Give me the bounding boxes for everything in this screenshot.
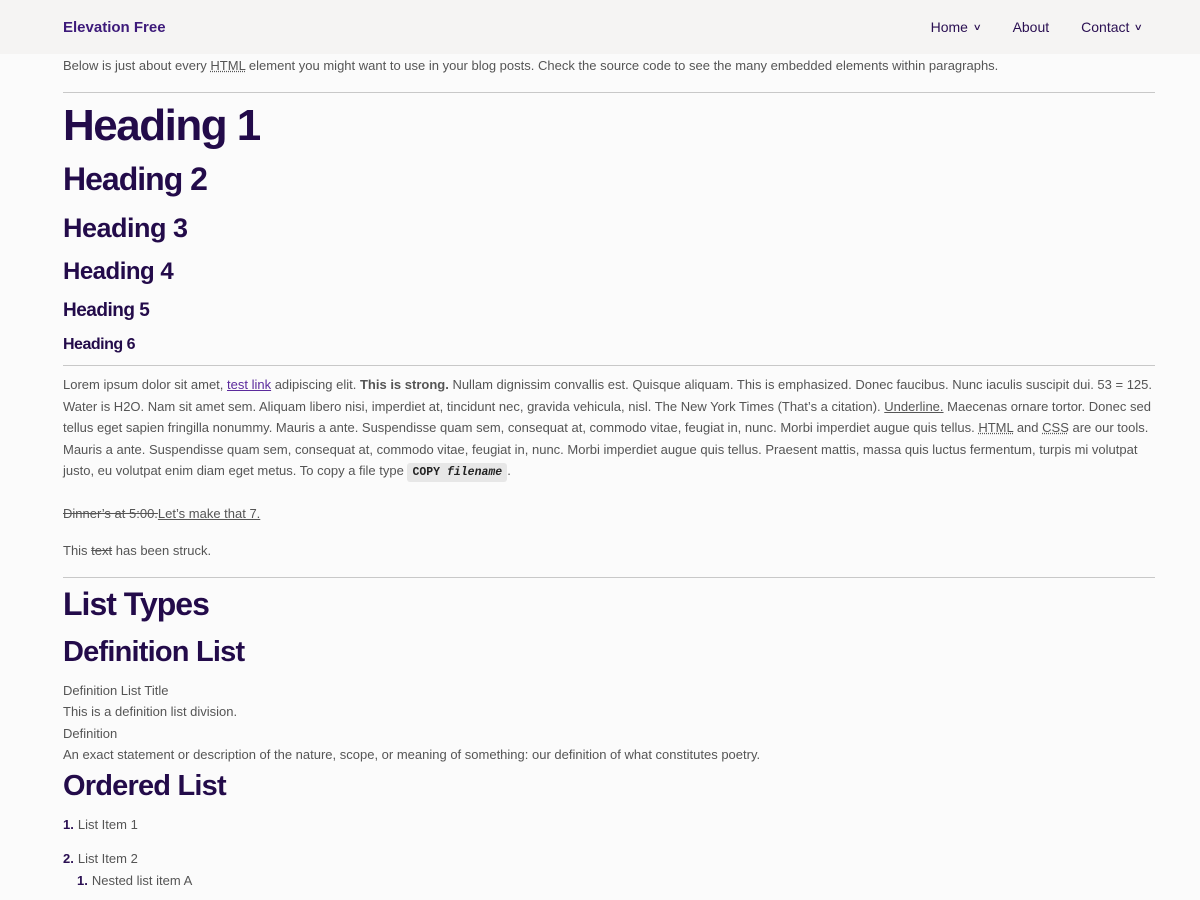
strong-text: This is strong. xyxy=(359,377,449,392)
nav-home[interactable] xyxy=(931,19,981,35)
struck-text-end: has been struck. xyxy=(112,542,212,558)
post-content xyxy=(0,58,1200,892)
chevron-down-icon: ∨ xyxy=(972,21,982,32)
heading-3: Heading 3 xyxy=(63,213,188,243)
nested-list-item xyxy=(77,870,1155,892)
nav-contact[interactable] xyxy=(1081,19,1142,35)
main-nav xyxy=(899,19,1142,35)
definition-term: Definition List Title xyxy=(63,682,169,698)
abbr-css: CSS xyxy=(1042,420,1069,435)
divider xyxy=(63,577,1155,578)
definition-description: An exact statement or description of the nature, scope, or meaning of something: our definition of what constitutes poetry. xyxy=(63,747,761,762)
para-text: . xyxy=(507,463,511,478)
heading-5: Heading 5 xyxy=(63,300,150,321)
list-number: 1. xyxy=(77,872,88,888)
ordered-list-heading: Ordered List xyxy=(63,769,226,802)
divider xyxy=(63,365,1155,366)
abbr-html: HTML xyxy=(210,58,246,73)
ordered-list xyxy=(63,814,1155,892)
intro-text-end: element you might want to use in your blog posts. Check the source code to see the many embedded elements within paragraphs. xyxy=(245,58,999,73)
deleted-text: Dinner’s at 5:00. xyxy=(63,505,158,521)
list-item-label: List Item 2 xyxy=(77,850,138,866)
nav-about-label: About xyxy=(1012,19,1050,35)
list-number: 2. xyxy=(63,850,74,866)
nav-about[interactable] xyxy=(1013,19,1050,35)
heading-6: Heading 6 xyxy=(63,336,135,353)
heading-2: Heading 2 xyxy=(63,161,207,197)
list-item-label: List Item 1 xyxy=(77,816,138,832)
code-argument: filename xyxy=(446,466,503,479)
para-text: Maecenas ornare tortor. Donec sed tellus eget sapien fringilla nonummy. Mauris a ante. Suspendisse quam sem, consequat at, commodo vitae, feugiat in, nunc. Morbi imperdiet augue quis tellus. xyxy=(63,398,1151,435)
dinner-line xyxy=(63,506,1155,521)
para-text: Lorem ipsum dolor sit amet, xyxy=(63,377,228,392)
list-item xyxy=(63,814,1155,836)
code-snippet xyxy=(407,463,507,482)
definition-term: Definition xyxy=(63,725,118,741)
abbr-html: HTML xyxy=(978,420,1014,435)
list-types-heading: List Types xyxy=(63,585,209,622)
site-header xyxy=(0,0,1200,54)
intro-text: Below is just about every xyxy=(63,58,211,73)
list-number: 1. xyxy=(63,816,74,832)
definition-description: This is a definition list division. xyxy=(63,704,238,719)
site-title-link[interactable]: Elevation Free xyxy=(63,18,166,36)
chevron-down-icon: ∨ xyxy=(1134,21,1144,32)
list-item xyxy=(63,848,1155,892)
nav-home-label: Home xyxy=(930,19,968,35)
heading-4: Heading 4 xyxy=(63,258,174,285)
divider xyxy=(63,92,1155,93)
inserted-text: Let’s make that 7. xyxy=(157,505,261,521)
para-text: Nullam dignissim convallis est. Quisque aliquam. This is emphasized. Donec faucibus. Nunc iaculis suscipit dui. 53 = 125. Water is H2O. Nam sit amet sem. Aliquam libero nisi, imperdiet at, tincidunt nec, gravida vehicula, nisl. The New York Times (That’s a citation). xyxy=(63,377,1153,414)
intro-paragraph xyxy=(63,58,1155,74)
underline-text: Underline. xyxy=(884,398,944,414)
definition-list xyxy=(63,680,1155,766)
nested-ordered-list xyxy=(63,870,1155,892)
struck-text: This xyxy=(63,542,92,558)
para-text: and xyxy=(1013,420,1043,435)
heading-1: Heading 1 xyxy=(63,101,260,150)
code-command: COPY xyxy=(412,466,441,479)
para-text: adipiscing elit. xyxy=(271,377,360,392)
lorem-paragraph xyxy=(63,374,1155,484)
para-text: are our tools. Mauris a ante. Suspendisse quam sem, consequat at, commodo vitae, feugiat in, nunc. Morbi imperdiet augue quis tellus. Praesent mattis, massa quis luctus fermentum, turpis mi volutpat justo, eu volutpat enim diam eget metus. To copy a file type xyxy=(63,420,1149,478)
struck-word: text xyxy=(91,542,113,558)
test-link[interactable]: test link xyxy=(227,377,272,392)
definition-list-heading: Definition List xyxy=(63,635,245,668)
struck-line xyxy=(63,543,1155,558)
list-item-label: Nested list item A xyxy=(91,872,193,888)
nav-contact-label: Contact xyxy=(1081,19,1130,35)
